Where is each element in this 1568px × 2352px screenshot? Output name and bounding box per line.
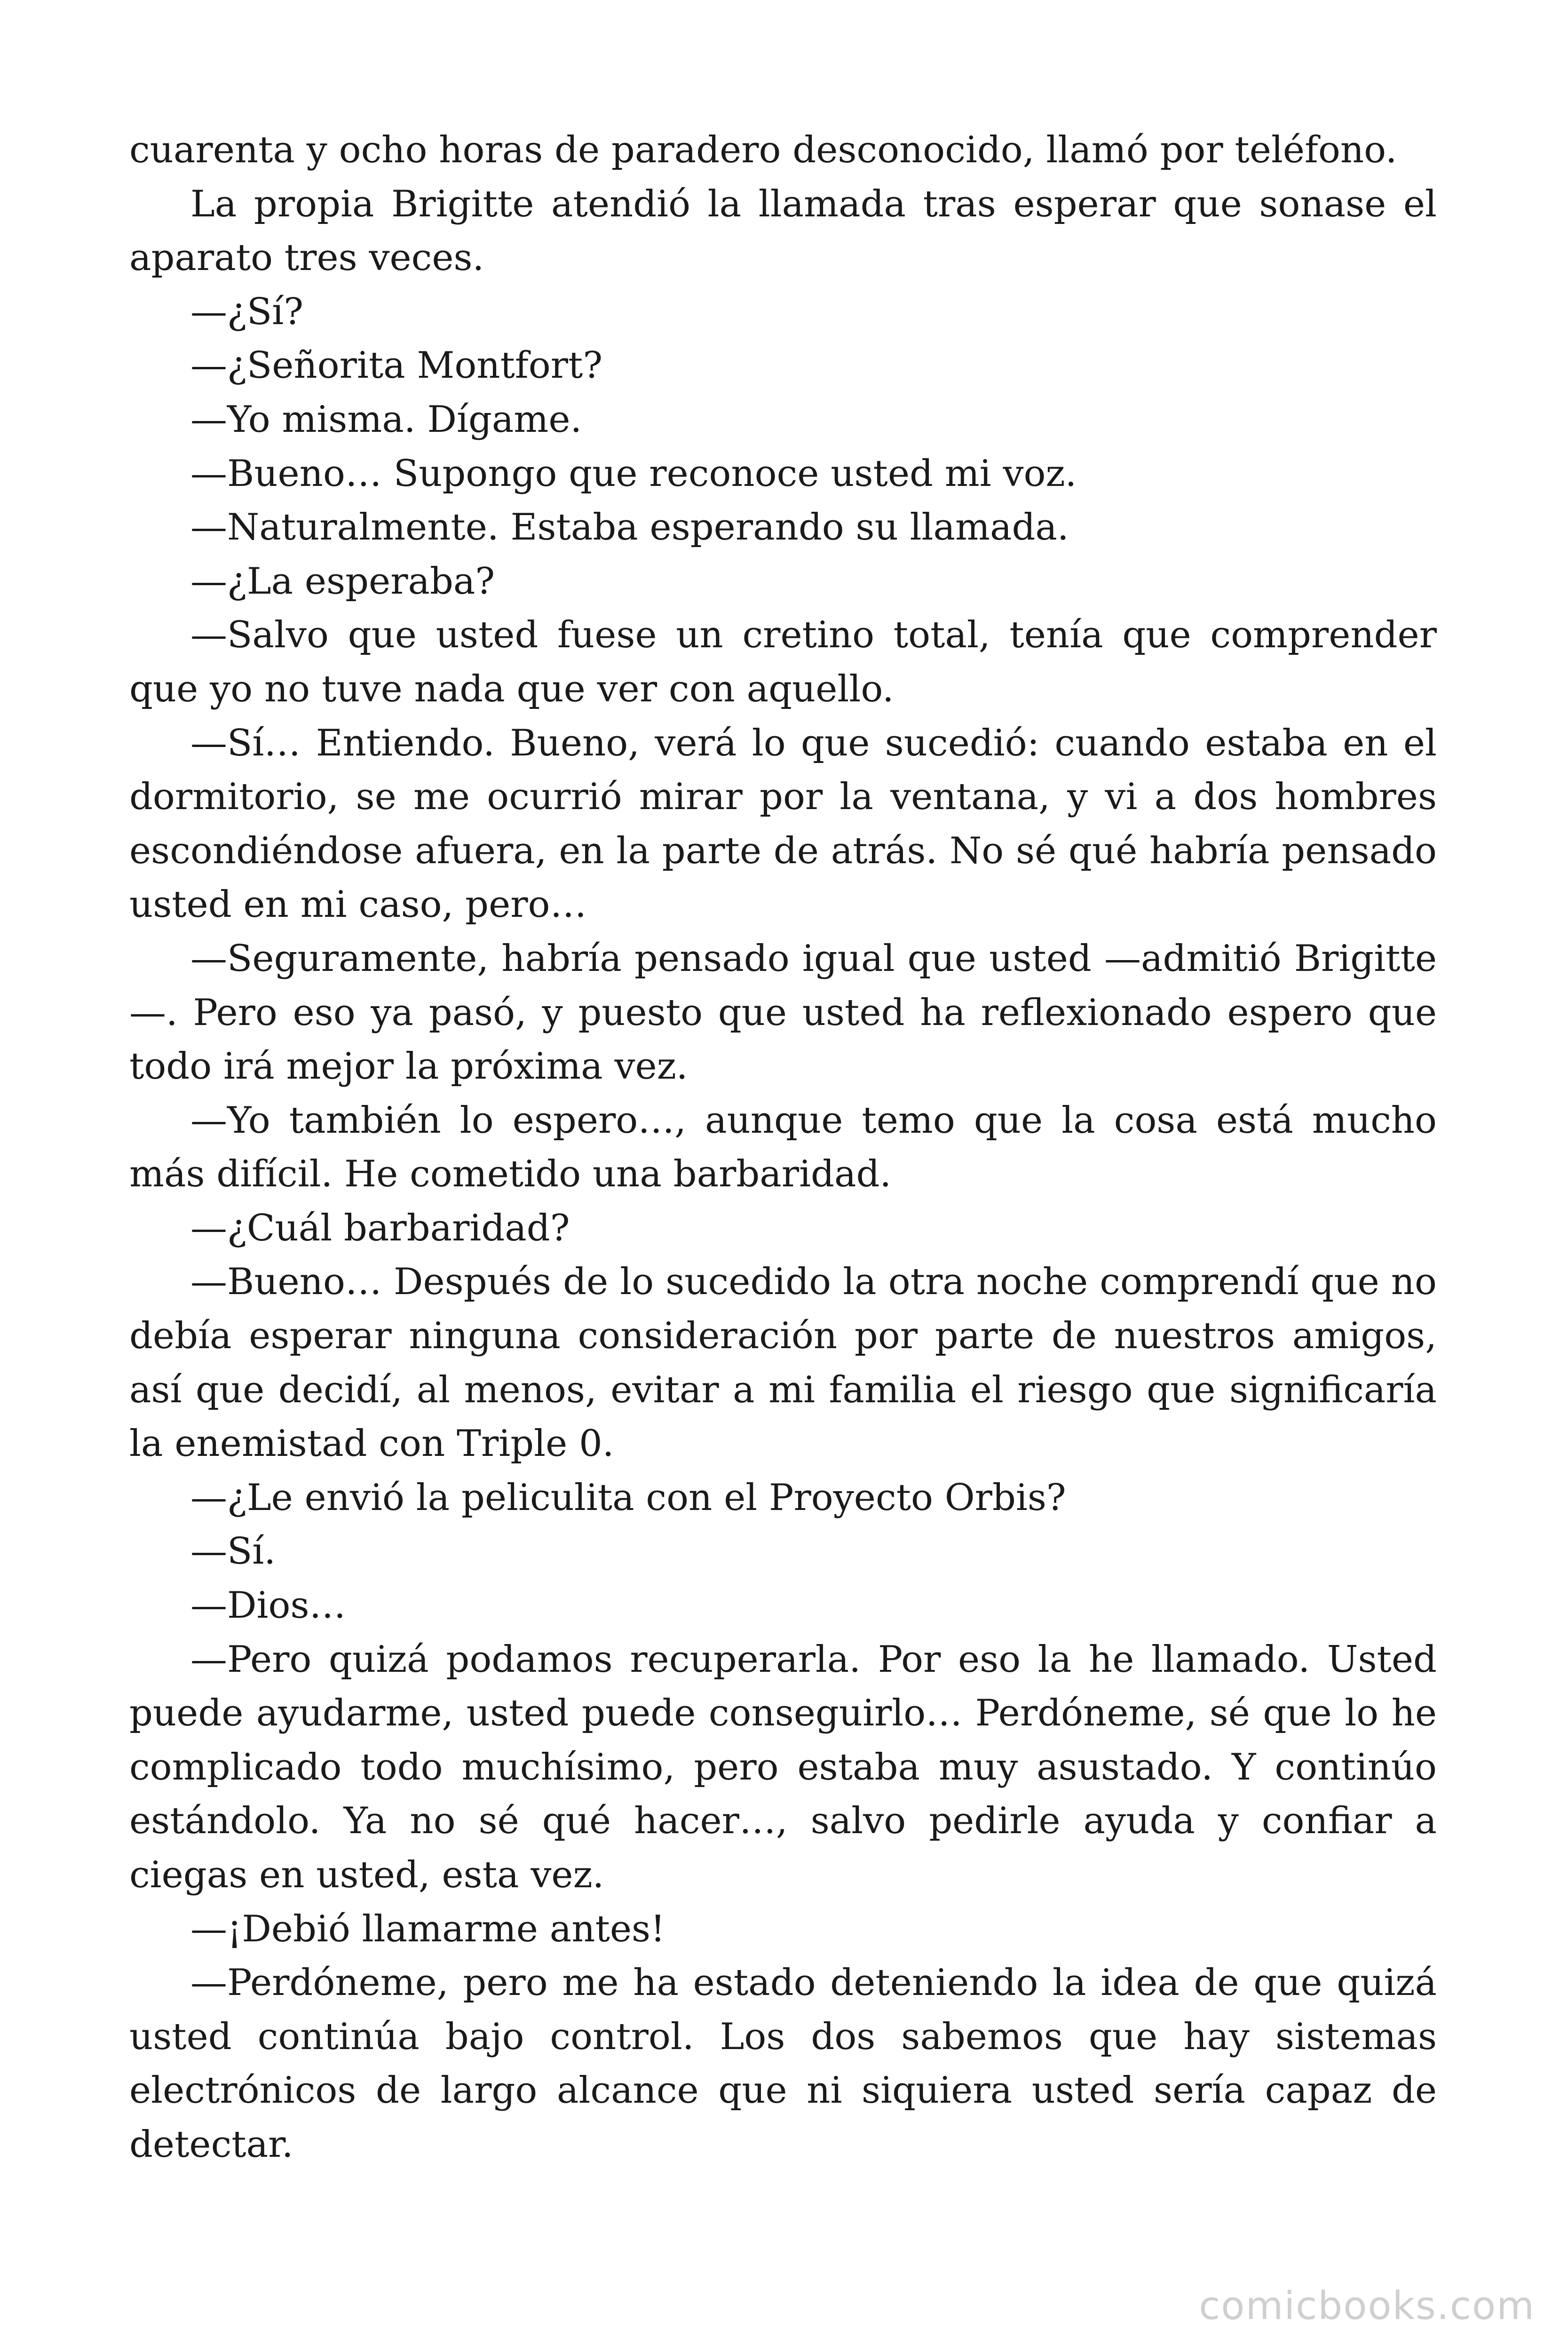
paragraph: —Bueno… Después de lo sucedido la otra noche comprendí que no debía esperar ninguna consideración por parte de nuestros amigos, así que decidí, al menos, evitar a mi familia el riesgo que significaría la enemistad con Triple 0.	[129, 1261, 1437, 1465]
paragraph: —¿La esperaba?	[190, 560, 495, 603]
paragraph: —Dios…	[190, 1584, 346, 1627]
page-body	[129, 123, 1437, 2172]
watermark: comicbooks.com	[1199, 2284, 1535, 2328]
paragraph: —Yo misma. Dígame.	[190, 398, 582, 441]
paragraph: —¡Debió llamarme antes!	[190, 1907, 665, 1950]
paragraph: —¿Le envió la peliculita con el Proyecto Orbis?	[190, 1476, 1066, 1519]
paragraph: —Sí.	[190, 1530, 276, 1573]
paragraph: —Sí… Entiendo. Bueno, verá lo que sucedió: cuando estaba en el dormitorio, se me ocurrió mirar por la ventana, y vi a dos hombres escondiéndose afuera, en la parte de atrás. No sé qué habría pensado usted en mi caso, pero…	[129, 722, 1437, 926]
paragraph: —¿Señorita Montfort?	[190, 344, 603, 387]
paragraph: —Perdóneme, pero me ha estado deteniendo la idea de que quizá usted continúa bajo control. Los dos sabemos que hay sistemas electrónicos de largo alcance que ni siquiera usted sería capaz de detectar.	[129, 1962, 1437, 2166]
paragraph: La propia Brigitte atendió la llamada tras esperar que sonase el aparato tres veces.	[129, 183, 1437, 279]
paragraph: —Bueno… Supongo que reconoce usted mi voz.	[190, 452, 1077, 495]
paragraph: —Seguramente, habría pensado igual que usted —admitió Brigitte—. Pero eso ya pasó, y puesto que usted ha reflexionado espero que todo irá mejor la próxima vez.	[129, 937, 1437, 1088]
paragraph: —¿Sí?	[190, 290, 304, 333]
paragraph: —Salvo que usted fuese un cretino total, tenía que comprender que yo no tuve nada que ver con aquello.	[129, 614, 1437, 710]
paragraph: cuarenta y ocho horas de paradero desconocido, llamó por teléfono.	[129, 129, 1397, 171]
paragraph: —¿Cuál barbaridad?	[190, 1207, 570, 1249]
paragraph: —Pero quizá podamos recuperarla. Por eso la he llamado. Usted puede ayudarme, usted puede conseguirlo… Perdóneme, sé que lo he complicado todo muchísimo, pero estaba muy asustado. Y continúo estándolo. Ya no sé qué hacer…, salvo pedirle ayuda y confiar a ciegas en usted, esta vez.	[129, 1638, 1437, 1896]
paragraph: —Naturalmente. Estaba esperando su llamada.	[190, 506, 1069, 549]
paragraph: —Yo también lo espero…, aunque temo que la cosa está mucho más difícil. He cometido una barbaridad.	[129, 1099, 1437, 1196]
